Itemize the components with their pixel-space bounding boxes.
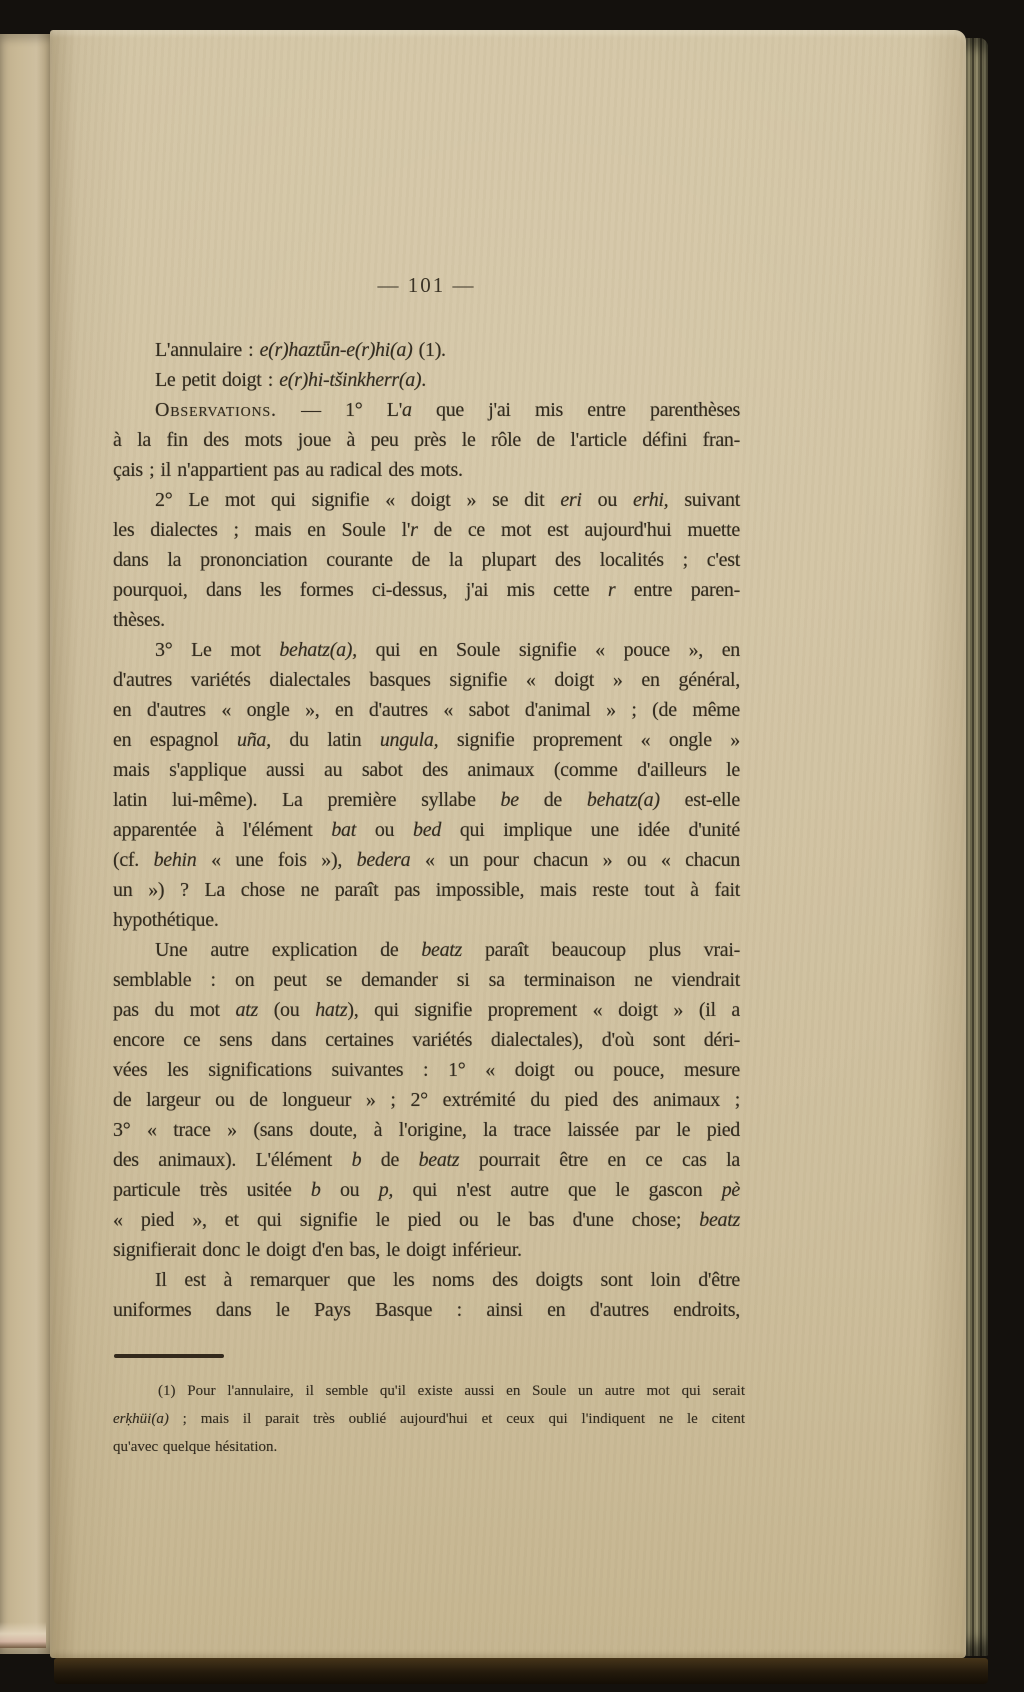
page-text — [113, 335, 740, 1325]
text-line — [113, 1205, 740, 1235]
text-segment: qui n'est autre que le gascon — [393, 1179, 722, 1201]
text-segment: pourrait être en ce cas la — [459, 1149, 740, 1171]
italic-text: beatz — [418, 1149, 460, 1171]
text-segment: (ou — [257, 999, 316, 1021]
page-curl — [0, 1622, 46, 1648]
text-line — [113, 1025, 740, 1055]
text-segment: 3° « trace » (sans doute, à l'origine, la trace laissée par le pied — [113, 1119, 740, 1141]
text-line — [113, 845, 740, 875]
text-segment: qui implique une idée d'unité — [441, 819, 740, 841]
italic-text: erḳhüi(a) — [113, 1411, 169, 1427]
text-segment: paraît beaucoup plus vrai- — [462, 939, 740, 961]
text-segment: en d'autres « ongle », en d'autres « sabot d'animal » ; (de même — [113, 699, 740, 721]
text-line — [113, 725, 740, 755]
text-line — [113, 755, 740, 785]
text-line — [113, 995, 740, 1025]
text-line — [113, 965, 740, 995]
text-line — [113, 395, 740, 425]
text-line — [113, 1145, 740, 1175]
italic-text: bed — [413, 819, 442, 841]
italic-text: r — [410, 519, 418, 541]
text-line — [113, 1055, 740, 1085]
text-segment: les dialectes ; mais en Soule l' — [113, 519, 411, 541]
text-line — [113, 1433, 745, 1461]
text-line — [113, 695, 740, 725]
footnote — [113, 1377, 745, 1461]
text-segment: qu'avec quelque hésitation. — [113, 1439, 278, 1455]
italic-text: behatz(a), — [279, 639, 357, 661]
italic-text: beatz — [699, 1209, 740, 1231]
text-line — [113, 575, 740, 605]
text-line — [113, 1115, 740, 1145]
text-segment: L'annulaire : — [155, 339, 260, 361]
italic-text: beatz — [421, 939, 463, 961]
italic-text: uña, — [237, 729, 271, 751]
book-bottom-edge — [54, 1658, 988, 1684]
text-segment: uniformes dans le Pays Basque : ainsi en d'autres endroits, — [113, 1299, 740, 1321]
text-segment: entre paren- — [615, 579, 740, 601]
text-segment: Il est à remarquer que les noms des doigts sont loin d'être — [155, 1269, 740, 1291]
text-segment: que j'ai mis entre parenthèses — [411, 399, 740, 421]
text-segment: pourquoi, dans les formes ci-dessus, j'ai mis cette — [113, 579, 608, 601]
text-segment: çais ; il n'appartient pas au radical des mots. — [113, 459, 463, 481]
text-line — [113, 635, 740, 665]
text-line — [113, 485, 740, 515]
text-segment: particule très usitée — [113, 1179, 311, 1201]
text-line — [113, 455, 740, 485]
text-segment: dans la prononciation courante de la plupart des localités ; c'est — [113, 549, 740, 571]
italic-text: b — [351, 1149, 362, 1171]
text-segment: « un pour chacun » ou « chacun — [410, 849, 740, 871]
text-segment: vées les significations suivantes : 1° « doigt ou pouce, mesure — [113, 1059, 740, 1081]
text-segment: des animaux). L'élément — [113, 1149, 352, 1171]
italic-text: e(r)hi-tšinkherr(a) — [279, 369, 422, 391]
page-number: — 101 — — [377, 273, 476, 297]
text-line — [113, 875, 740, 905]
text-segment: ou — [320, 1179, 379, 1201]
text-segment: pas du mot — [113, 999, 236, 1021]
italic-text: bedera — [356, 849, 411, 871]
text-segment: en espagnol — [113, 729, 238, 751]
text-segment: de largeur ou de longueur » ; 2° extrémité du pied des animaux ; — [113, 1089, 740, 1111]
text-line — [113, 605, 740, 635]
text-segment: hypothétique. — [113, 909, 219, 931]
text-segment: . — [421, 369, 426, 391]
text-segment: est-elle — [659, 789, 740, 811]
text-segment: suivant — [668, 489, 741, 511]
text-segment: signifierait donc le doigt d'en bas, le doigt inférieur. — [113, 1239, 522, 1261]
text-segment: apparentée à l'élément — [113, 819, 332, 841]
text-line — [113, 1235, 740, 1265]
text-segment: — 1° L' — [276, 399, 403, 421]
text-segment: signifie proprement « ongle » — [438, 729, 740, 751]
text-segment: ; mais il parait très oublié aujourd'hui et ceux qui l'indiquent ne le citent — [168, 1411, 745, 1427]
text-segment: à la fin des mots joue à peu près le rôle de l'article défini fran- — [113, 429, 740, 451]
italic-text: behin — [153, 849, 197, 871]
italic-text: pè — [721, 1179, 740, 1201]
text-segment: Le petit doigt : — [155, 369, 280, 391]
text-segment: semblable : on peut se demander si sa terminaison ne viendrait — [113, 969, 740, 991]
text-segment: ou — [581, 489, 633, 511]
text-segment: un ») ? La chose ne paraît pas impossible, mais reste tout à fait — [113, 879, 740, 901]
text-segment: de — [518, 789, 587, 811]
text-line — [113, 425, 740, 455]
text-line — [113, 515, 740, 545]
smallcaps-text: Observations. — [155, 399, 277, 421]
text-segment: encore ce sens dans certaines variétés dialectales), d'où sont déri- — [113, 1029, 740, 1051]
italic-text: atz — [235, 999, 258, 1021]
italic-text: erhi, — [633, 489, 669, 511]
italic-text: eri — [560, 489, 582, 511]
text-segment: 2° Le mot qui signifie « doigt » se dit — [155, 489, 561, 511]
book-page — [50, 30, 966, 1658]
text-segment: de — [361, 1149, 419, 1171]
text-segment: Une autre explication de — [155, 939, 422, 961]
text-segment: de ce mot est aujourd'hui muette — [417, 519, 740, 541]
italic-text: ungula, — [379, 729, 439, 751]
text-segment: 3° Le mot — [155, 639, 280, 661]
text-line — [113, 365, 740, 395]
text-segment: (cf. — [113, 849, 154, 871]
text-segment: (1) Pour l'annulaire, il semble qu'il existe aussi en Soule un autre mot qui serait — [158, 1383, 745, 1399]
italic-text: b — [310, 1179, 321, 1201]
italic-text: hatz — [315, 999, 348, 1021]
text-segment: ), qui signifie proprement « doigt » (il a — [347, 999, 741, 1021]
text-line — [113, 1175, 740, 1205]
book-gutter — [0, 34, 52, 1654]
text-line — [113, 785, 740, 815]
text-line — [113, 545, 740, 575]
text-segment: du latin — [270, 729, 380, 751]
text-line — [113, 1085, 740, 1115]
text-segment: mais s'applique aussi au sabot des animaux (comme d'ailleurs le — [113, 759, 740, 781]
text-segment: thèses. — [113, 609, 165, 631]
text-line — [113, 1405, 745, 1433]
text-line — [113, 1265, 740, 1295]
text-line — [113, 665, 740, 695]
italic-text: behatz(a) — [586, 789, 660, 811]
footnote-divider — [114, 1354, 224, 1358]
italic-text: be — [500, 789, 519, 811]
text-segment: ou — [356, 819, 414, 841]
italic-text: e(r)haztǖn-e(r)hi(a) — [259, 339, 413, 361]
italic-text: a — [402, 399, 412, 421]
text-segment: qui en Soule signifie « pouce », en — [356, 639, 740, 661]
text-segment: « pied », et qui signifie le pied ou le bas d'une chose; — [113, 1209, 700, 1231]
text-segment: (1). — [412, 339, 446, 361]
italic-text: r — [607, 579, 616, 601]
italic-text: p, — [378, 1179, 394, 1201]
text-line — [113, 905, 740, 935]
text-line — [113, 815, 740, 845]
text-segment: latin lui-même). La première syllabe — [113, 789, 501, 811]
text-line — [113, 1295, 740, 1325]
text-segment: d'autres variétés dialectales basques signifie « doigt » en général, — [113, 669, 740, 691]
text-line — [113, 935, 740, 965]
text-line — [113, 335, 740, 365]
italic-text: bat — [331, 819, 357, 841]
text-line — [113, 1377, 745, 1405]
text-segment: « une fois »), — [196, 849, 357, 871]
